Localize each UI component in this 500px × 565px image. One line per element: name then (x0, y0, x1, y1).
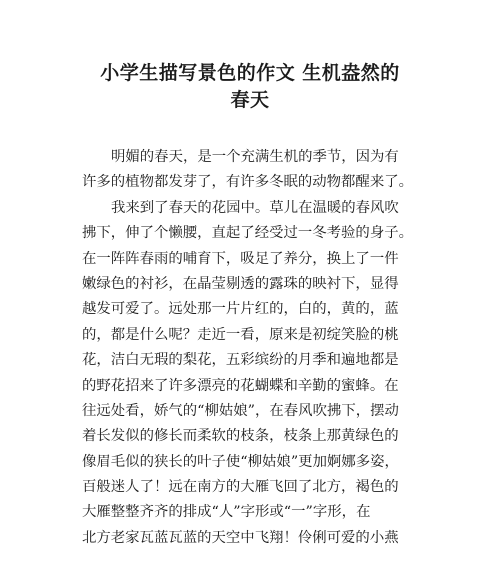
text-line: 拂下，伸了个懒腰，直起了经受过一冬考验的身子。 (82, 225, 413, 242)
text-line: 往远处看，娇气的“柳姑娘”，在春风吹拂下，摆动 (82, 402, 399, 419)
article-body (82, 145, 424, 551)
text-line: 我来到了春天的花园中。草儿在温暖的春风吹 (111, 199, 399, 216)
text-line: 许多的植物都发芽了，有许多冬眠的动物都醒来了。 (82, 174, 413, 191)
text-line: 明媚的春天，是一个充满生机的季节，因为有 (111, 149, 399, 165)
article-title (60, 60, 440, 114)
text-line: 像眉毛似的狭长的叶子使“柳姑娘”更加婀娜多姿， (82, 453, 399, 470)
text-line: 的，都是什么呢？走近一看，原来是初绽笑脸的桃 (82, 326, 399, 343)
text-line: 百般迷人了！远在南方的大雁飞回了北方，褐色的 (82, 479, 399, 496)
text-line: 的野花招来了许多漂亮的花蝴蝶和辛勤的蜜蜂。在 (82, 377, 399, 394)
title-line-2: 春天 (230, 89, 270, 111)
text-line: 大雁整整齐齐的排成“人”字形或“一”字形，在 (82, 504, 371, 521)
text-line: 着长发似的修长而柔软的枝条，枝条上那黄绿色的 (82, 428, 399, 445)
text-line: 在一阵阵春雨的哺育下，吸足了养分，换上了一件 (82, 250, 399, 267)
text-line: 北方老家瓦蓝瓦蓝的天空中飞翔！伶俐可爱的小燕 (82, 529, 399, 546)
text-line: 嫩绿色的衬衫，在晶莹剔透的露珠的映衬下，显得 (82, 275, 399, 292)
text-line: 越发可爱了。远处那一片片红的，白的，黄的，蓝 (82, 301, 399, 318)
text-line: 花，洁白无瑕的梨花，五彩缤纷的月季和遍地都是 (82, 352, 399, 369)
title-line-1: 小学生描写景色的作文 生机盎然的 (100, 62, 400, 84)
